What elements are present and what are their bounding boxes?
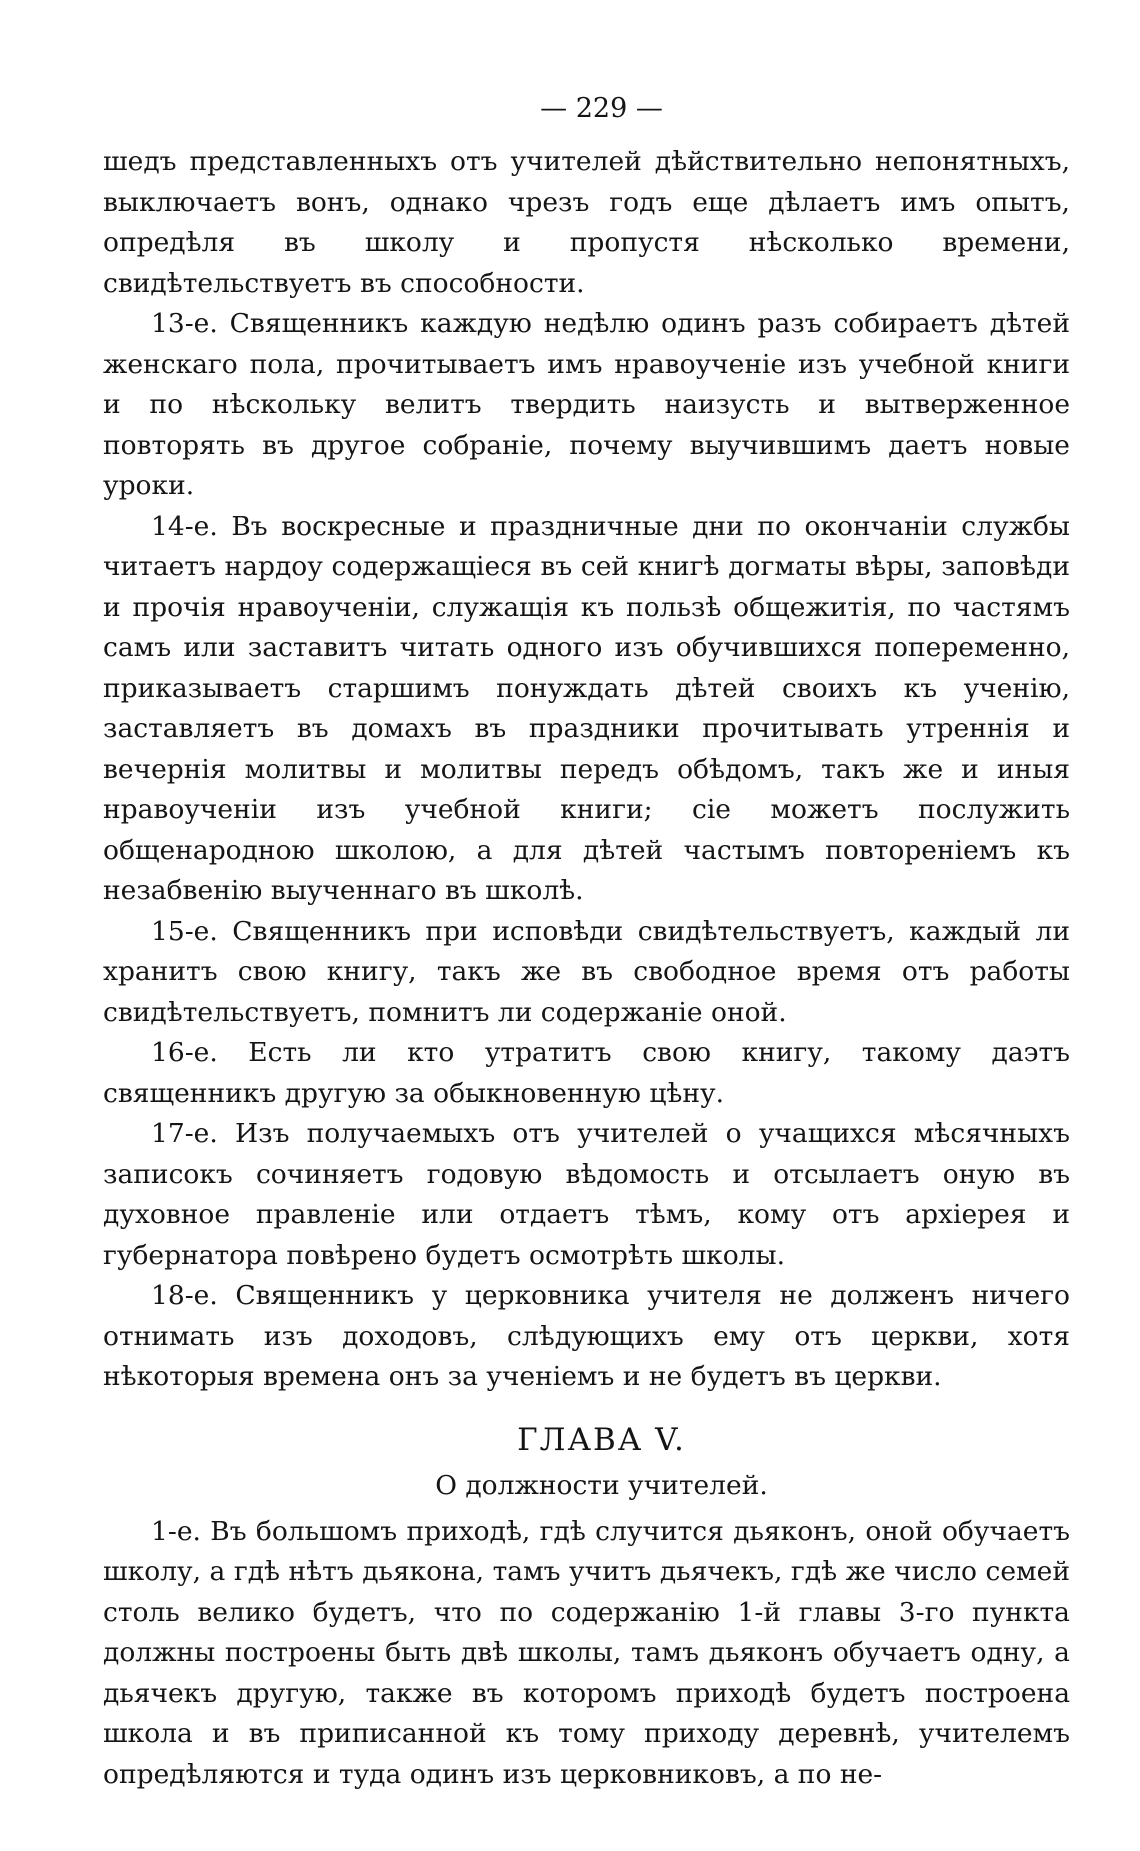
paragraph: 18-е. Священникъ у церковника учителя не долженъ ничего отнимать изъ доходовъ, слѣдующихъ ему отъ церкви, хотя нѣкоторыя времена онъ за ученіемъ и не будетъ въ церкви. (103, 1280, 1070, 1392)
paragraph: 15-е. Священникъ при исповѣди свидѣтельствуетъ, каждый ли хранитъ свою книгу, такъ же въ свободное время отъ работы свидѣтельствуетъ, помнитъ ли содержаніе оной. (103, 915, 1070, 1028)
paragraph: 13-е. Священникъ каждую недѣлю одинъ разъ собираетъ дѣтей женскаго пола, прочитываетъ имъ нравоученіе изъ учебной книги и по нѣскольку велитъ твердить наизусть и вытверженное повторять въ другое собраніе, почему выучившимъ даетъ новые уроки. (103, 308, 1070, 501)
paragraph: 1-е. Въ большомъ приходѣ, гдѣ случится дьяконъ, оной обучаетъ школу, а гдѣ нѣтъ дьякона, тамъ учитъ дьячекъ, гдѣ же число семей столь велико будетъ, что по содержанію 1-й главы 3-го пункта должны построены быть двѣ школы, тамъ дьяконъ обучаетъ одну, а дьячекъ другую, также въ которомъ приходѣ будетъ построена школа и въ приписанной къ тому приходу деревнѣ, учителемъ опредѣляются и туда одинъ изъ церковниковъ, а по не- (103, 1515, 1070, 1790)
paragraph: 17-е. Изъ получаемыхъ отъ учителей о учащихся мѣсячныхъ записокъ сочиняетъ годовую вѣдомость и отсылаетъ оную въ духовное правленіе или отдаетъ тѣмъ, кому отъ архіерея и губернатора повѣрено будетъ осмотрѣть школы. (103, 1118, 1070, 1271)
page-number: — 229 — (540, 93, 663, 124)
text-block-after-chapter (103, 1512, 1070, 1796)
chapter-title: ГЛАВА V. (517, 1421, 686, 1458)
paragraph: 16-е. Есть ли кто утратитъ свою книгу, такому даэтъ священникъ другую за обыкновенную цѣну. (103, 1037, 1070, 1109)
paragraph: 14-е. Въ воскресные и праздничные дни по окончаніи службы читаетъ нардоу содержащіеся въ сей книгѣ догматы вѣры, заповѣди и прочія нравоученіи, служащія къ пользѣ общежитія, по частямъ самъ или заставитъ читать одного изъ обучившихся попеременно, приказываетъ старшимъ понуждать дѣтей своихъ къ ученію, заставляетъ въ домахъ въ праздники прочитывать утреннія и вечернія молитвы и молитвы передъ обѣдомъ, такъ же и иныя нравоученіи изъ учебной книги; сіе можетъ послужить общенародною школою, а для дѣтей частымъ повтореніемъ къ незабвенію выученнаго въ школѣ. (103, 510, 1070, 906)
chapter-subtitle: О должности учителей. (435, 1469, 768, 1501)
text-block-before-chapter (103, 142, 1070, 1398)
paragraph: шедъ представленныхъ отъ учителей дѣйствительно непонятныхъ, выключаетъ вонъ, однако чрезъ годъ еще дѣлаетъ имъ опытъ, опредѣля въ школу и пропустя нѣсколько времени, свидѣтельствуетъ въ способности. (103, 146, 1070, 299)
